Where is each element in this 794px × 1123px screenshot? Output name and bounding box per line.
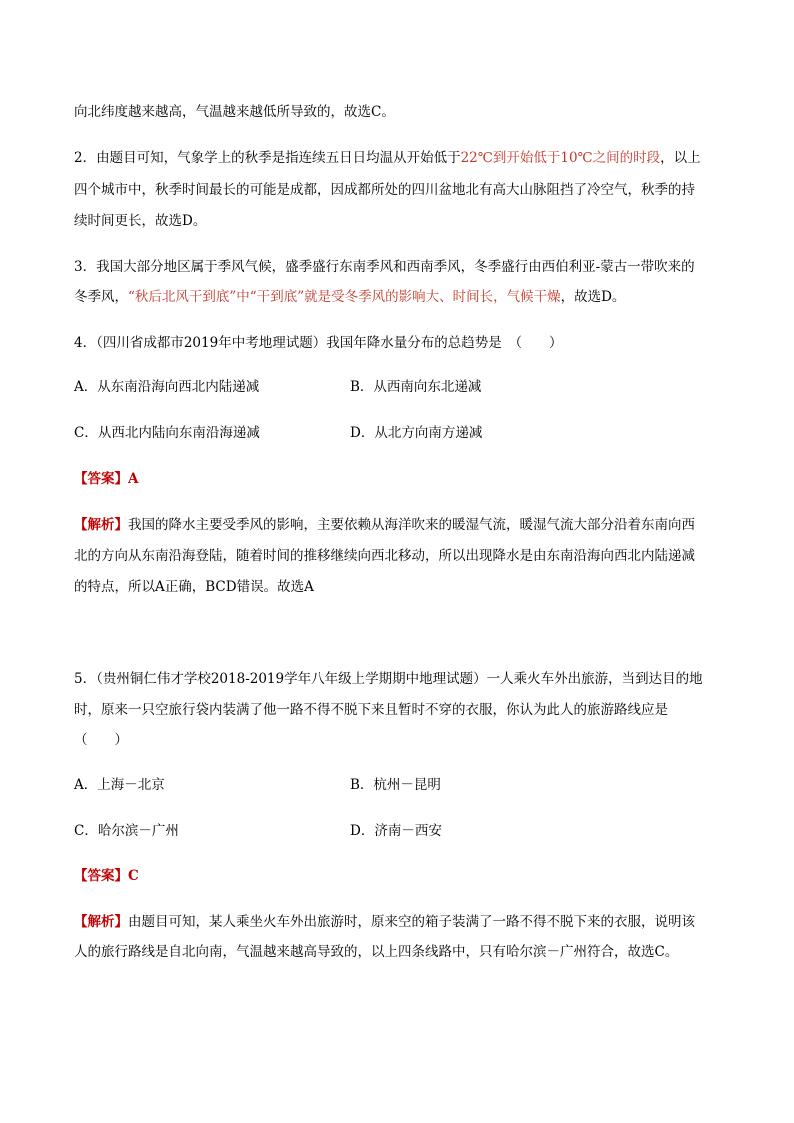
q3-line2-a: 冬季风， [74, 289, 128, 305]
q2-line1-c: ，以上 [660, 150, 701, 166]
q2-line2: 四个城市中，秋季时间最长的可能是成都，因成都所处的四川盆地北有高大山脉阻挡了冷空气，秋季的持 [74, 182, 695, 198]
q5-answer [74, 866, 139, 886]
q4-analysis-line1 [74, 515, 695, 535]
q4-stem: 4．（四川省成都市2019年中考地理试题）我国年降水量分布的总趋势是 （ ） [74, 335, 563, 351]
q5-stem-line3: （ ） [74, 732, 128, 748]
q2-line1-highlight: 22℃到开始低于10℃之间的时段 [460, 150, 661, 166]
q3-line1: 3．我国大部分地区属于季风气候，盛季盛行东南季风和西南季风，冬季盛行由西伯利亚-蒙古一带吹来的 [74, 259, 695, 275]
q5-option-c: C．哈尔滨－广州 [74, 823, 179, 839]
q4-option-a: A．从东南沿海向西北内陆递减 [74, 379, 260, 395]
q3-line2-highlight: “秋后北风干到底”中“干到底”就是受冬季风的影响大、时间长，气候干燥 [128, 289, 561, 305]
q4-analysis-text1: 我国的降水主要受季风的影响，主要依赖从海洋吹来的暖湿气流，暖湿气流大部分沿着东南向西 [128, 517, 695, 533]
q5-option-a: A．上海－北京 [74, 777, 165, 793]
q4-analysis-line3: 的特点，所以A正确，BCD错误。故选A [74, 579, 314, 595]
q5-option-b: B．杭州－昆明 [350, 777, 441, 793]
q2-line3: 续时间更长，故选D。 [74, 213, 207, 229]
q4-option-c: C．从西北内陆向东南沿海递减 [74, 425, 260, 441]
q2-line1 [74, 148, 701, 168]
q4-analysis-line2: 北的方向从东南沿海登陆，随着时间的推移继续向西北移动，所以出现降水是由东南沿海向西北内陆递减 [74, 548, 695, 564]
q5-answer-tag: 【答案】 [74, 868, 128, 884]
q5-stem-line1: 5．（贵州铜仁伟才学校2018-2019学年八年级上学期期中地理试题）一人乘火车外出旅游，当到达目的地 [74, 671, 703, 687]
block1-line1: 向北纬度越来越高，气温越来越低所导致的，故选C。 [74, 104, 395, 120]
q5-answer-value: C [128, 868, 139, 884]
q5-analysis-tag: 【解析】 [74, 914, 128, 930]
q5-analysis-line2: 人的旅行路线是自北向南，气温越来越高导致的，以上四条线路中，只有哈尔滨－广州符合，故选C。 [74, 944, 679, 960]
q4-option-b: B．从西南向东北递减 [350, 379, 482, 395]
q4-analysis-tag: 【解析】 [74, 517, 128, 533]
q4-option-d: D．从北方向南方递减 [350, 425, 483, 441]
q3-line2-c: ，故选D。 [560, 289, 626, 305]
q4-answer-value: A [128, 471, 139, 487]
q5-stem-line2: 时，原来一只空旅行袋内装满了他一路不得不脱下来且暂时不穿的衣服，你认为此人的旅游路线应是 [74, 702, 668, 718]
q5-option-d: D．济南－西安 [350, 823, 442, 839]
q5-analysis-line1 [74, 912, 695, 932]
q2-line1-a: 2．由题目可知，气象学上的秋季是指连续五日日均温从开始低于 [74, 150, 461, 166]
q4-answer-tag: 【答案】 [74, 471, 128, 487]
q4-answer [74, 469, 138, 489]
q5-analysis-text1: 由题目可知，某人乘坐火车外出旅游时，原来空的箱子装满了一路不得不脱下来的衣服，说明该 [128, 914, 695, 930]
q3-line2 [74, 287, 625, 307]
